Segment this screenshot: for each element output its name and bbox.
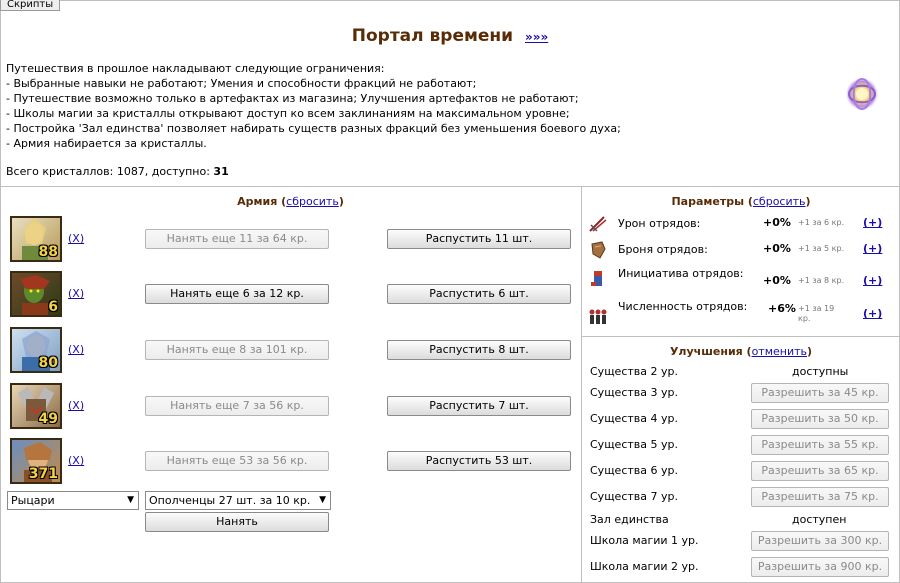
upgrade-label: Существа 3 ур. <box>590 386 678 399</box>
faction-select[interactable] <box>7 491 139 510</box>
section-divider <box>0 186 900 187</box>
param-row-initiative <box>588 266 888 296</box>
sword-icon <box>588 215 608 233</box>
unit-count: 371 <box>28 466 58 482</box>
army-title-text: Армия <box>237 195 278 208</box>
upgrade-status: доступны <box>792 365 849 378</box>
upgrades-cancel-link[interactable]: отменить <box>751 345 808 358</box>
restriction-line: - Школы магии за кристаллы открывают доступ ко всем заклинаниям на максимальном уровне; <box>6 107 570 120</box>
upgrade-label: Существа 7 ур. <box>590 490 678 503</box>
remove-unit-link[interactable]: (X) <box>68 454 85 467</box>
param-value: +0% <box>763 274 791 287</box>
hire-button[interactable]: Нанять <box>145 512 329 532</box>
param-label: Численность отрядов: <box>618 300 748 313</box>
army-reset-link[interactable]: сбросить <box>286 195 339 208</box>
restriction-line: - Путешествие возможно только в артефактах из магазина; Улучшения артефактов не работают; <box>6 92 579 105</box>
upgrade-row <box>590 486 890 508</box>
unit-portrait[interactable] <box>10 383 62 429</box>
param-note: +1 за 19 кр. <box>798 304 835 323</box>
dismiss-button[interactable]: Распустить 8 шт. <box>387 340 571 360</box>
page-title <box>0 26 900 46</box>
upgrades-title-text: Улучшения <box>669 345 743 358</box>
remove-unit-link[interactable]: (X) <box>68 399 85 412</box>
restriction-line: - Армия набирается за кристаллы. <box>6 137 207 150</box>
title-more-link[interactable]: »»» <box>524 30 549 44</box>
hire-more-button[interactable]: Нанять еще 11 за 64 кр. <box>145 229 329 249</box>
param-value: +0% <box>763 242 791 255</box>
crystals-available: 31 <box>213 165 229 178</box>
param-label: Инициатива отрядов: <box>618 267 744 280</box>
unit-count: 88 <box>38 244 58 260</box>
params-reset-link[interactable]: сбросить <box>752 195 806 208</box>
upgrade-label: Существа 5 ур. <box>590 438 678 451</box>
army-unit-row <box>10 438 580 486</box>
allow-upgrade-button[interactable]: Разрешить за 300 кр. <box>751 531 889 551</box>
hire-more-button[interactable]: Нанять еще 53 за 56 кр. <box>145 451 329 471</box>
param-value: +0% <box>763 216 791 229</box>
param-note: +1 за 8 кр. <box>798 276 845 285</box>
dismiss-button[interactable]: Распустить 6 шт. <box>387 284 571 304</box>
hire-more-button[interactable]: Нанять еще 7 за 56 кр. <box>145 396 329 416</box>
upgrade-row <box>590 530 890 552</box>
allow-upgrade-button[interactable]: Разрешить за 75 кр. <box>751 487 889 507</box>
param-row-damage <box>588 212 888 238</box>
param-label: Урон отрядов: <box>618 217 701 230</box>
chevron-down-icon: ▼ <box>319 495 326 505</box>
scripts-tab[interactable]: Скрипты <box>0 0 60 11</box>
unit-type-select-value: Ополченцы 27 шт. за 10 кр. <box>149 494 311 507</box>
upgrade-label: Зал единства <box>590 513 669 526</box>
army-title: Армия (сбросить) <box>237 195 344 208</box>
restriction-line: - Выбранные навыки не работают; Умения и способности фракций не работают; <box>6 77 477 90</box>
upgrade-row <box>590 460 890 482</box>
shield-icon <box>588 241 608 259</box>
param-plus-link[interactable]: (+) <box>863 307 883 320</box>
upgrade-label: Существа 4 ур. <box>590 412 678 425</box>
dismiss-button[interactable]: Распустить 7 шт. <box>387 396 571 416</box>
param-note: +1 за 6 кр. <box>798 218 845 227</box>
unit-count: 49 <box>38 411 58 427</box>
portal-icon <box>843 75 881 113</box>
unit-count: 80 <box>38 355 58 371</box>
params-title: Параметры (сбросить) <box>671 195 811 208</box>
upgrade-status: доступен <box>792 513 847 526</box>
potion-icon <box>588 269 608 287</box>
upgrade-row <box>590 382 890 404</box>
portal-header <box>0 0 898 186</box>
army-unit-row <box>10 216 580 264</box>
param-row-size <box>588 299 888 331</box>
army-unit-row <box>10 271 580 319</box>
unit-portrait[interactable] <box>10 327 62 373</box>
hire-more-button[interactable]: Нанять еще 8 за 101 кр. <box>145 340 329 360</box>
param-note: +1 за 5 кр. <box>798 244 845 253</box>
param-row-armor <box>588 238 888 264</box>
dismiss-button[interactable]: Распустить 11 шт. <box>387 229 571 249</box>
unit-type-select[interactable] <box>145 491 331 510</box>
upgrade-label: Существа 6 ур. <box>590 464 678 477</box>
param-label: Броня отрядов: <box>618 243 708 256</box>
allow-upgrade-button[interactable]: Разрешить за 45 кр. <box>751 383 889 403</box>
crystals-summary <box>6 165 229 178</box>
remove-unit-link[interactable]: (X) <box>68 343 85 356</box>
upgrades-title: Улучшения (отменить) <box>669 345 813 358</box>
allow-upgrade-button[interactable]: Разрешить за 65 кр. <box>751 461 889 481</box>
remove-unit-link[interactable]: (X) <box>68 287 85 300</box>
unit-count: 6 <box>48 299 58 315</box>
upgrade-label: Школа магии 2 ур. <box>590 560 699 573</box>
param-value: +6% <box>768 302 796 315</box>
params-divider <box>582 336 900 337</box>
army-unit-row <box>10 327 580 375</box>
page-title-text: Портал времени <box>351 26 514 46</box>
unit-portrait[interactable] <box>10 438 62 484</box>
allow-upgrade-button[interactable]: Разрешить за 55 кр. <box>751 435 889 455</box>
crystals-text: Всего кристаллов: 1087, доступно: <box>6 165 214 178</box>
upgrade-label: Школа магии 1 ур. <box>590 534 699 547</box>
unit-portrait[interactable] <box>10 271 62 317</box>
upgrade-row <box>590 434 890 456</box>
upgrade-label: Существа 2 ур. <box>590 365 678 378</box>
param-plus-link[interactable]: (+) <box>863 242 883 255</box>
restriction-line: Путешествия в прошлое накладывают следующие ограничения: <box>6 62 385 75</box>
restrictions-list <box>6 61 621 151</box>
allow-upgrade-button[interactable]: Разрешить за 50 кр. <box>751 409 889 429</box>
upgrade-row <box>590 361 890 383</box>
allow-upgrade-button[interactable]: Разрешить за 900 кр. <box>751 557 889 577</box>
troops-icon <box>588 307 608 325</box>
faction-select-value: Рыцари <box>11 494 55 507</box>
hire-more-button[interactable]: Нанять еще 6 за 12 кр. <box>145 284 329 304</box>
restriction-line: - Постройка 'Зал единства' позволяет набирать существ разных фракций без уменьшения боевого духа; <box>6 122 621 135</box>
chevron-down-icon: ▼ <box>127 495 134 505</box>
dismiss-button[interactable]: Распустить 53 шт. <box>387 451 571 471</box>
upgrade-row <box>590 556 890 578</box>
unit-portrait[interactable] <box>10 216 62 262</box>
army-unit-row <box>10 383 580 431</box>
upgrade-row <box>590 408 890 430</box>
params-title-text: Параметры <box>671 195 745 208</box>
remove-unit-link[interactable]: (X) <box>68 232 85 245</box>
upgrade-row <box>590 509 890 531</box>
column-divider <box>581 186 582 583</box>
param-plus-link[interactable]: (+) <box>863 274 883 287</box>
param-plus-link[interactable]: (+) <box>863 216 883 229</box>
